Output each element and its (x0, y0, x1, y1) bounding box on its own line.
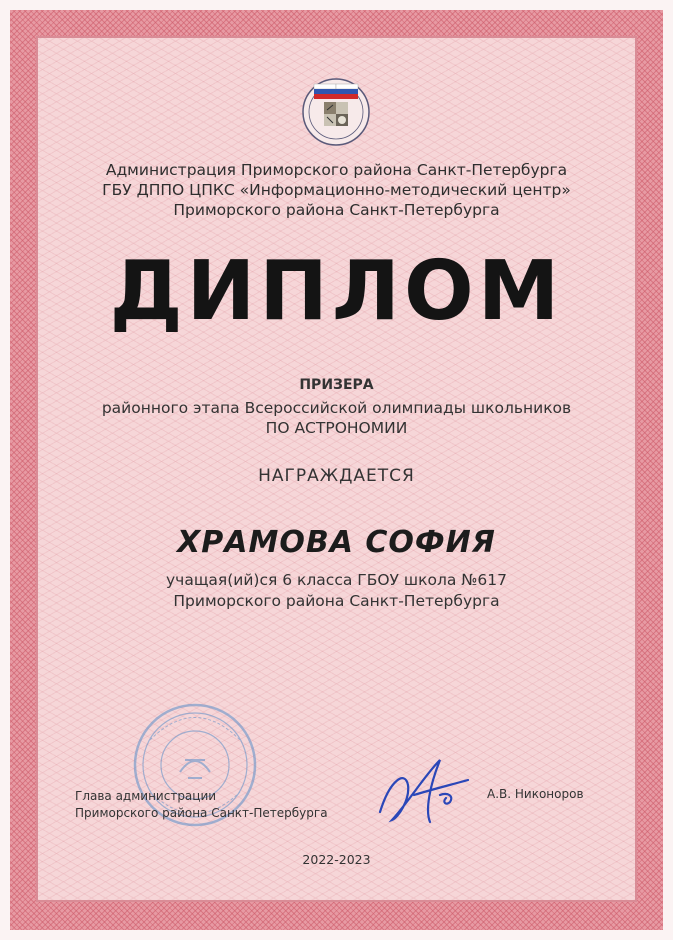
recipient-name: ХРАМОВА СОФИЯ (177, 525, 496, 560)
recipient-school (60, 570, 613, 612)
position-line-2: Приморского района Санкт-Петербурга (75, 806, 328, 820)
competition-line-1: районного этапа Всероссийской олимпиады школьников (101, 399, 572, 417)
position-line-1: Глава администрации (75, 789, 217, 803)
org-line-1: Администрация Приморского района Санкт-Петербурга (105, 161, 568, 179)
awarded-label: НАГРАЖДАЕТСЯ (258, 466, 415, 486)
olympiad-emblem-icon (296, 72, 376, 152)
organization-header (60, 160, 613, 220)
diploma-title: ДИПЛОМ (109, 244, 564, 339)
org-line-2: ГБУ ДППО ЦПКС «Информационно-методический центр» (102, 181, 571, 199)
academic-year: 2022-2023 (302, 852, 371, 867)
school-line-1: учащая(ий)ся 6 класса ГБОУ школа №617 (165, 571, 507, 589)
signatory-name: А.В. Никоноров (487, 787, 584, 801)
signatory-position (75, 788, 328, 822)
org-line-3: Приморского района Санкт-Петербурга (173, 201, 500, 219)
competition-subject: ПО АСТРОНОМИИ (265, 419, 408, 437)
prize-label: ПРИЗЕРА (299, 377, 374, 393)
competition-description (60, 398, 613, 438)
handwritten-signature (370, 740, 490, 830)
school-line-2: Приморского района Санкт-Петербурга (173, 592, 500, 610)
